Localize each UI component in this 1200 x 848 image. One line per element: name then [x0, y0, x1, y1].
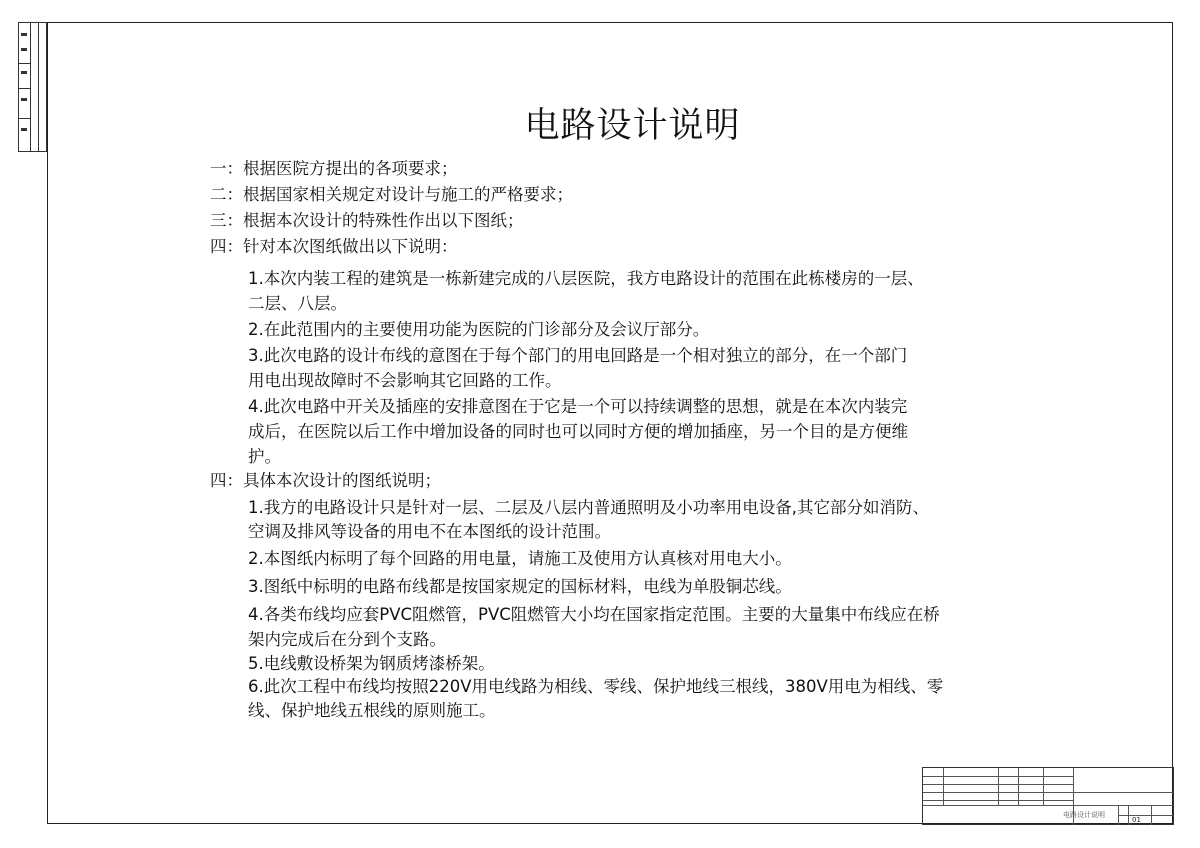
title-block-rule — [1043, 768, 1044, 805]
note-line: 2.在此范围内的主要使用功能为医院的门诊部分及会议厅部分。 — [248, 320, 710, 339]
note-line: 6.此次工程中布线均按照220V用电线路为相线、零线、保护地线三根线，380V用电为相线、零 — [248, 677, 944, 696]
section-heading: 四：针对本次图纸做出以下说明： — [210, 237, 458, 256]
note-line: 线、保护地线五根线的原则施工。 — [248, 701, 496, 720]
note-line: 4.各类布线均应套PVC阻燃管，PVC阻燃管大小均在国家指定范围。主要的大量集中布线应在桥 — [248, 605, 940, 624]
note-line: 3.此次电路的设计布线的意图在于每个部门的用电回路是一个相对独立的部分，在一个部门 — [248, 346, 908, 365]
note-line: 空调及排风等设备的用电不在本图纸的设计范围。 — [248, 522, 611, 541]
note-line: 架内完成后在分到个支路。 — [248, 630, 446, 649]
title-block-rule — [998, 768, 999, 805]
note-line: 用电出现故障时不会影响其它回路的工作。 — [248, 371, 562, 390]
note-line: 3.图纸中标明的电路布线都是按国家规定的国标材料，电线为单股铜芯线。 — [248, 577, 792, 596]
note-line: 护。 — [248, 447, 281, 466]
strip-mark — [21, 48, 27, 51]
section-heading: 二：根据国家相关规定对设计与施工的严格要求； — [210, 185, 573, 204]
section-heading: 四：具体本次设计的图纸说明； — [210, 471, 441, 490]
title-block-rule — [1018, 768, 1019, 805]
title-block-rule — [923, 805, 1173, 806]
title-block-rule — [923, 792, 1173, 793]
title-block-rule — [1118, 815, 1173, 816]
sheet-number: 01 — [1132, 816, 1141, 824]
note-line: 1.本次内装工程的建筑是一栋新建完成的八层医院，我方电路设计的范围在此栋楼房的一层、 — [248, 269, 924, 288]
note-line: 2.本图纸内标明了每个回路的用电量，请施工及使用方认真核对用电大小。 — [248, 549, 792, 568]
title-block-rule — [943, 768, 944, 805]
note-line: 二层、八层。 — [248, 294, 347, 313]
note-line: 1.我方的电路设计只是针对一层、二层及八层内普通照明及小功率用电设备,其它部分如消防、 — [248, 498, 929, 517]
section-heading: 三：根据本次设计的特殊性作出以下图纸； — [210, 211, 524, 230]
note-line: 5.电线敷设桥架为钢质烤漆桥架。 — [248, 654, 495, 673]
strip-divider — [19, 63, 30, 64]
strip-divider — [19, 88, 30, 89]
page-title: 电路设计说明 — [524, 106, 741, 146]
drawing-name: 电路设计说明 — [1063, 811, 1105, 819]
strip-mark — [21, 33, 27, 36]
note-line: 成后，在医院以后工作中增加设备的同时也可以同时方便的增加插座，另一个目的是方便维 — [248, 422, 908, 441]
strip-mark — [21, 71, 27, 74]
title-block — [922, 767, 1174, 825]
note-line: 4.此次电路中开关及插座的安排意图在于它是一个可以持续调整的思想，就是在本次内装完 — [248, 397, 908, 416]
section-heading: 一：根据医院方提出的各项要求； — [210, 159, 458, 178]
